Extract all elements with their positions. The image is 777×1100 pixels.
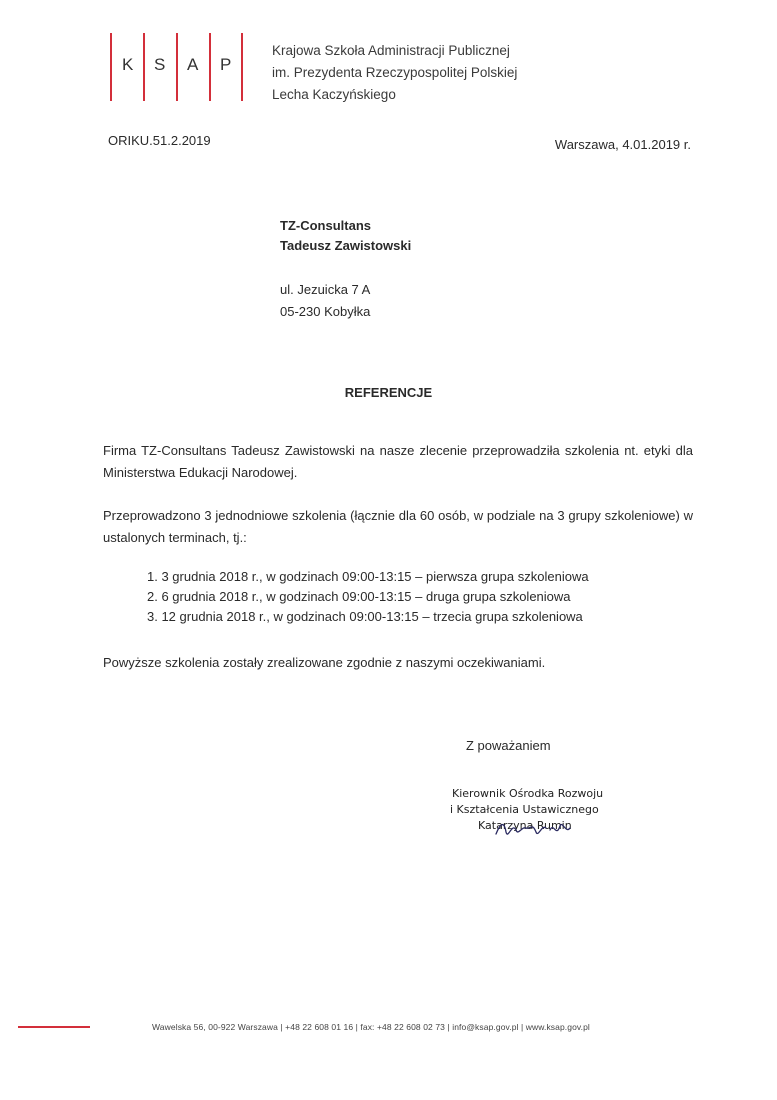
logo-divider [176, 33, 178, 101]
recipient-person: Tadeusz Zawistowski [280, 238, 412, 253]
recipient-city: 05-230 Kobyłka [280, 304, 371, 319]
logo-divider [110, 33, 112, 101]
institution-name [272, 40, 517, 106]
logo-divider [241, 33, 243, 101]
body-paragraph: Powyższe szkolenia zostały zrealizowane zgodnie z naszymi oczekiwaniami. [103, 655, 546, 670]
stamp-name: Katarzyna Rumin [478, 819, 572, 832]
institution-line: Krajowa Szkoła Administracji Publicznej [272, 43, 510, 58]
recipient-name [280, 216, 411, 256]
logo-divider [143, 33, 145, 101]
institution-line: Lecha Kaczyńskiego [272, 87, 396, 102]
body-paragraph: Przeprowadzono 3 jednodniowe szkolenia (łącznie dla 60 osób, w podziale na 3 grupy szkoleniowe) w ustalonych terminach, tj.: [103, 508, 693, 545]
recipient-company: TZ-Consultans [280, 218, 371, 233]
institution-line: im. Prezydenta Rzeczypospolitej Polskiej [272, 65, 518, 80]
handwritten-signature [490, 808, 580, 848]
list-item: 3. 12 grudnia 2018 r., w godzinach 09:00-13:15 – trzecia grupa szkoleniowa [147, 609, 583, 624]
list-item: 1. 3 grudnia 2018 r., w godzinach 09:00-13:15 – pierwsza grupa szkoleniowa [147, 569, 589, 584]
closing-salutation: Z poważaniem [466, 738, 551, 753]
list-item: 2. 6 grudnia 2018 r., w godzinach 09:00-13:15 – druga grupa szkoleniowa [147, 589, 571, 604]
footer-contact: Wawelska 56, 00-922 Warszawa | +48 22 608 01 16 | fax: +48 22 608 02 73 | info@ksap.gov.pl | www.ksap.gov.pl [152, 1022, 590, 1032]
logo-letter-p: P [220, 55, 232, 74]
recipient-street: ul. Jezuicka 7 A [280, 282, 371, 297]
stamp-title: Kierownik Ośrodka Rozwoju [452, 787, 604, 800]
logo-letter-s: S [154, 55, 166, 74]
training-dates-list [147, 567, 589, 627]
reference-number: ORIKU.51.2.2019 [108, 133, 211, 148]
ksap-logo [110, 33, 242, 101]
logo-letter-a: A [187, 55, 199, 74]
logo-divider [209, 33, 211, 101]
recipient-address [280, 279, 370, 323]
footer-accent-line [18, 1026, 90, 1028]
body-paragraph: Firma TZ-Consultans Tadeusz Zawistowski na nasze zlecenie przeprowadziła szkolenia nt. etyki dla Ministerstwa Edukacji Narodowej. [103, 443, 693, 480]
stamp-title: i Kształcenia Ustawicznego [450, 803, 599, 816]
logo-letter-k: K [122, 55, 134, 74]
document-heading: REFERENCJE [344, 385, 433, 400]
place-date: Warszawa, 4.01.2019 r. [554, 137, 691, 152]
